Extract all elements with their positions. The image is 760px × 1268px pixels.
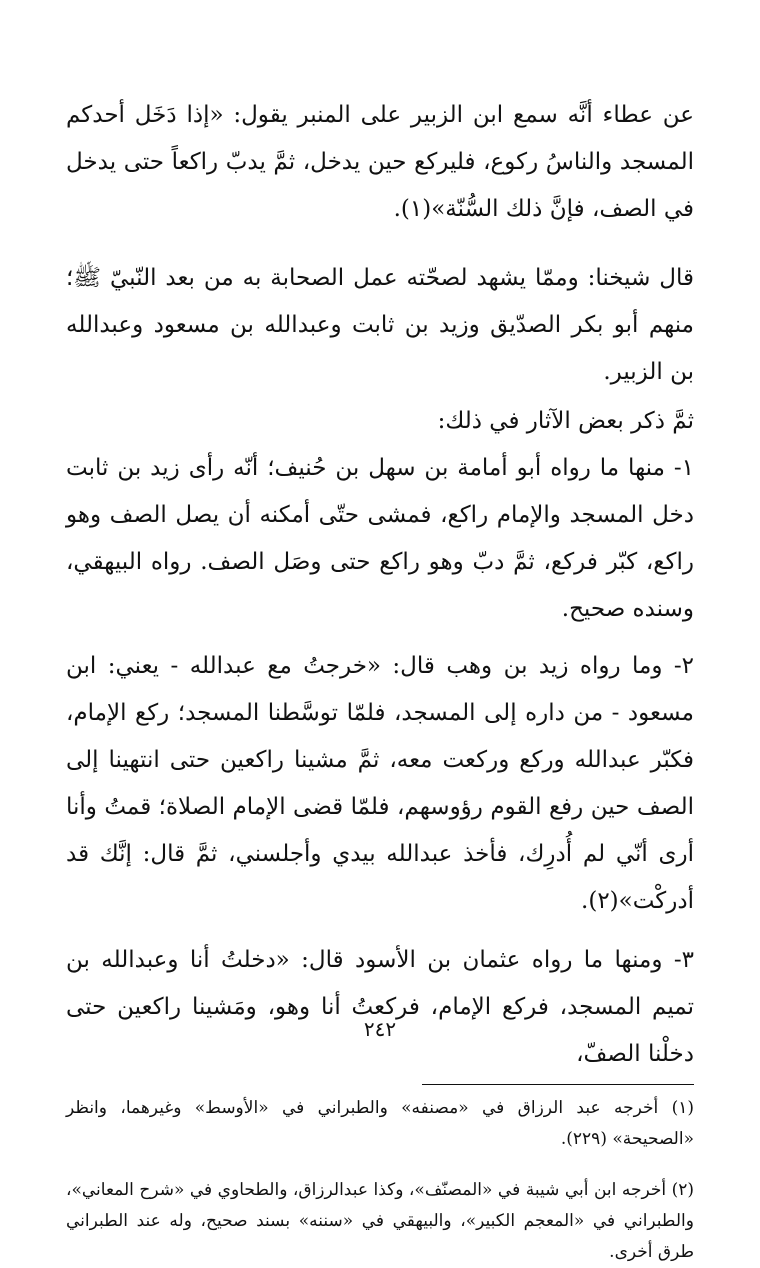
footnote-1: (١) أخرجه عبد الرزاق في «مصنفه» والطبراني في «الأوسط» وغيرهما، وانظر «الصحيحة» (٢٢٩). [66,1098,694,1149]
paragraph-athar-1: ١- منها ما رواه أبو أمامة بن سهل بن حُنيف؛ أنّه رأى زيد بن ثابت دخل المسجد والإمام راكع، فمشى حتّى أمكنه أن يصل الصف وهو راكع، كبّر فركع، ثمَّ دبّ وهو راكع حتى وصَل الصف. رواه البيهقي، وسنده صحيح. [66,455,694,622]
page-number: ٢٤٢ [363,1017,397,1041]
footnote-2: (٢) أخرجه ابن أبي شيبة في «المصنّف»، وكذا عبدالرزاق، والطحاوي في «شرح المعاني»، والطبراني في «المعجم الكبير»، والبيهقي في «سننه» بسند صحيح، وله عند الطبراني طرق أخرى. [66,1180,694,1262]
paragraph-athar-intro: ثمَّ ذكر بعض الآثار في ذلك: [437,408,694,434]
paragraph-athar-2: ٢- وما رواه زيد بن وهب قال: «خرجتُ مع عبدالله - يعني: ابن مسعود - من داره إلى المسجد، فلمّا توسَّطنا المسجد؛ ركع الإمام، فكبّر عبدالله وركع وركعت معه، ثمَّ مشينا راكعين حتى انتهينا إلى الصف حين رفع القوم رؤوسهم، فلمّا قضى الإمام الصلاة؛ قمتُ وأنا أرى أنّي لم أُدرِك، فأخذ عبدالله بيدي وأجلسني، ثمَّ قال: إنَّك قد أدركْت»(٢). [66,653,694,914]
paragraph-athar-3: ٣- ومنها ما رواه عثمان بن الأسود قال: «دخلتُ أنا وعبدالله بن تميم المسجد، فركع الإمام، فركعتُ أنا وهو، ومَشينا راكعين حتى دخلْنا الصفّ، [66,947,694,1067]
footnote-separator [422,1084,694,1085]
paragraph-ata-hadith: عن عطاء أنَّه سمع ابن الزبير على المنبر يقول: «إذا دَخَل أحدكم المسجد والناسُ ركوع، فليركع حين يدخل، ثمَّ يدبّ راكعاً حتى يدخل في الصف، فإنَّ ذلك السُّنّة»(١). [66,102,694,222]
paragraph-sheikh-comment: قال شيخنا: وممّا يشهد لصحّته عمل الصحابة به من بعد النّبيّ ﷺ؛ منهم أبو بكر الصدّيق وزيد بن ثابت وعبدالله بن مسعود وعبدالله بن الزبير. [66,265,694,385]
